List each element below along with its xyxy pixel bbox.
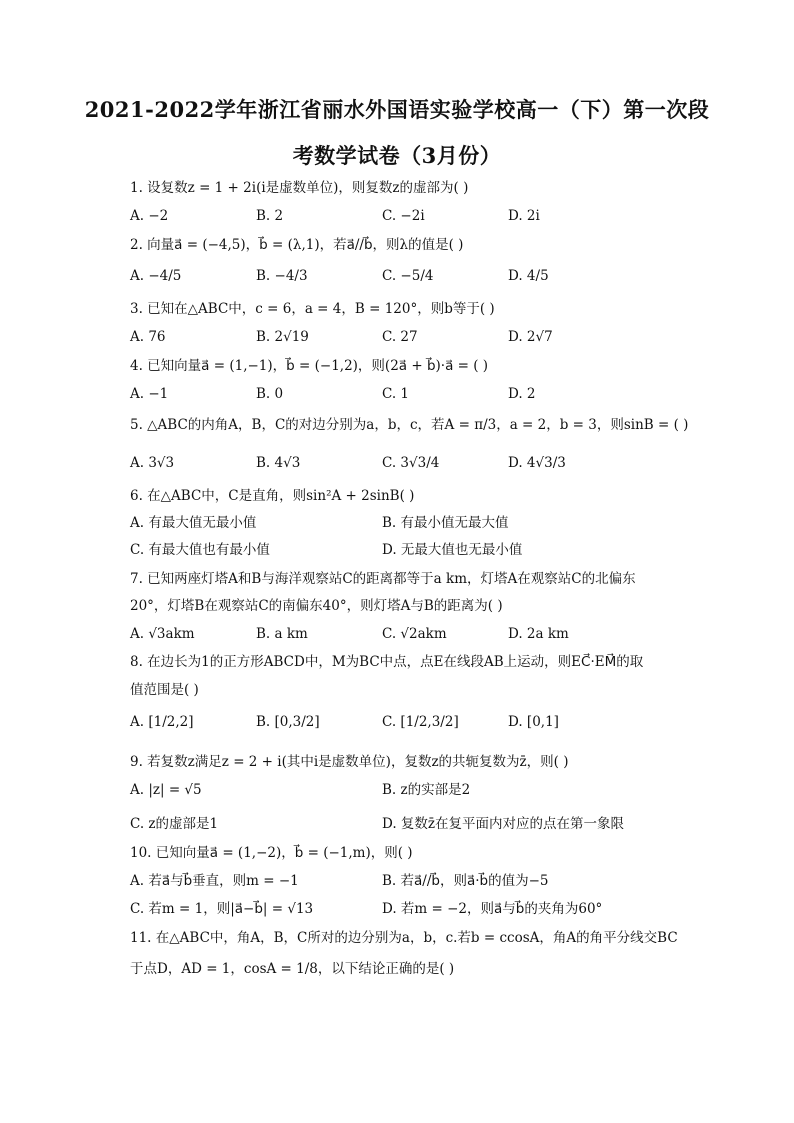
question-4-stem: 4. 已知向量a⃗ = (1,−1)，b⃗ = (−1,2)，则(2a⃗ + b⃗)·a⃗ = ( ) bbox=[130, 358, 489, 374]
question-2-stem: 2. 向量a⃗ = (−4,5)，b⃗ = (λ,1)，若a⃗//b⃗，则λ的值是( ) bbox=[130, 237, 464, 253]
option-a: A. |z| = √5 bbox=[130, 782, 202, 798]
question-7-stem-line2: 20°，灯塔B在观察站C的南偏东40°，则灯塔A与B的距离为( ) bbox=[130, 598, 503, 614]
option-b: B. 2√19 bbox=[256, 329, 309, 345]
option-b: B. z的实部是2 bbox=[382, 782, 471, 798]
option-a: A. 3√3 bbox=[130, 455, 175, 471]
option-d: D. 2√7 bbox=[508, 329, 553, 345]
option-a: A. −2 bbox=[130, 208, 169, 224]
option-d: D. [0,1] bbox=[508, 714, 559, 730]
option-d: D. 4/5 bbox=[508, 268, 549, 284]
question-9-stem: 9. 若复数z满足z = 2 + i(其中i是虚数单位)，复数z的共轭复数为z̄，则( ) bbox=[130, 754, 569, 770]
question-5-stem: 5. △ABC的内角A，B，C的对边分别为a，b，c，若A = π/3，a = 2，b = 3，则sinB = ( ) bbox=[130, 417, 689, 433]
exam-title-line2: 考数学试卷（3月份） bbox=[292, 143, 502, 168]
option-c: C. −2i bbox=[382, 208, 425, 224]
option-d: D. 复数z̄在复平面内对应的点在第一象限 bbox=[382, 816, 625, 832]
option-a: A. 76 bbox=[130, 329, 166, 345]
question-8-stem-line2: 值范围是( ) bbox=[130, 682, 199, 698]
question-1-stem: 1. 设复数z = 1 + 2i(i是虚数单位)，则复数z的虚部为( ) bbox=[130, 180, 469, 196]
option-b: B. 若a⃗//b⃗，则a⃗·b⃗的值为−5 bbox=[382, 873, 549, 889]
question-11-stem-line1: 11. 在△ABC中，角A，B，C所对的边分别为a，b，c.若b = ccosA，角A的角平分线交BC bbox=[130, 930, 678, 946]
option-a: A. [1/2,2] bbox=[130, 714, 194, 730]
option-c: C. 1 bbox=[382, 386, 410, 402]
option-b: B. −4/3 bbox=[256, 268, 308, 284]
question-6-stem: 6. 在△ABC中，C是直角，则sin²A + 2sinB( ) bbox=[130, 488, 415, 504]
option-b: B. 4√3 bbox=[256, 455, 301, 471]
option-c: C. −5/4 bbox=[382, 268, 434, 284]
question-10-stem: 10. 已知向量a⃗ = (1,−2)，b⃗ = (−1,m)，则( ) bbox=[130, 845, 413, 861]
option-c: C. z的虚部是1 bbox=[130, 816, 219, 832]
option-d: D. 无最大值也无最小值 bbox=[382, 542, 523, 558]
exam-title-line1: 2021-2022学年浙江省丽水外国语实验学校高一（下）第一次段 bbox=[84, 97, 710, 122]
option-b: B. 2 bbox=[256, 208, 284, 224]
option-b: B. [0,3/2] bbox=[256, 714, 320, 730]
option-c: C. [1/2,3/2] bbox=[382, 714, 459, 730]
option-b: B. a km bbox=[256, 626, 308, 642]
option-d: D. 2i bbox=[508, 208, 540, 224]
option-c: C. √2akm bbox=[382, 626, 447, 642]
question-7-stem-line1: 7. 已知两座灯塔A和B与海洋观察站C的距离都等于a km，灯塔A在观察站C的北偏东 bbox=[130, 571, 636, 587]
option-d: D. 2a km bbox=[508, 626, 569, 642]
option-d: D. 4√3/3 bbox=[508, 455, 566, 471]
option-c: C. 3√3/4 bbox=[382, 455, 440, 471]
question-8-stem-line1: 8. 在边长为1的正方形ABCD中，M为BC中点，点E在线段AB上运动，则EC⃗·EM⃗的取 bbox=[130, 654, 644, 670]
option-a: A. −1 bbox=[130, 386, 169, 402]
option-c: C. 27 bbox=[382, 329, 418, 345]
option-c: C. 有最大值也有最小值 bbox=[130, 542, 270, 558]
question-11-stem-line2: 于点D，AD = 1，cosA = 1/8，以下结论正确的是( ) bbox=[130, 961, 455, 977]
option-a: A. 有最大值无最小值 bbox=[130, 515, 257, 531]
option-d: D. 2 bbox=[508, 386, 536, 402]
option-b: B. 0 bbox=[256, 386, 284, 402]
option-a: A. √3akm bbox=[130, 626, 195, 642]
option-d: D. 若m = −2，则a⃗与b⃗的夹角为60° bbox=[382, 901, 603, 917]
option-c: C. 若m = 1，则|a⃗−b⃗| = √13 bbox=[130, 901, 314, 917]
option-b: B. 有最小值无最大值 bbox=[382, 515, 509, 531]
option-a: A. −4/5 bbox=[130, 268, 182, 284]
question-3-stem: 3. 已知在△ABC中，c = 6，a = 4，B = 120°，则b等于( ) bbox=[130, 301, 495, 317]
option-a: A. 若a⃗与b⃗垂直，则m = −1 bbox=[130, 873, 299, 889]
